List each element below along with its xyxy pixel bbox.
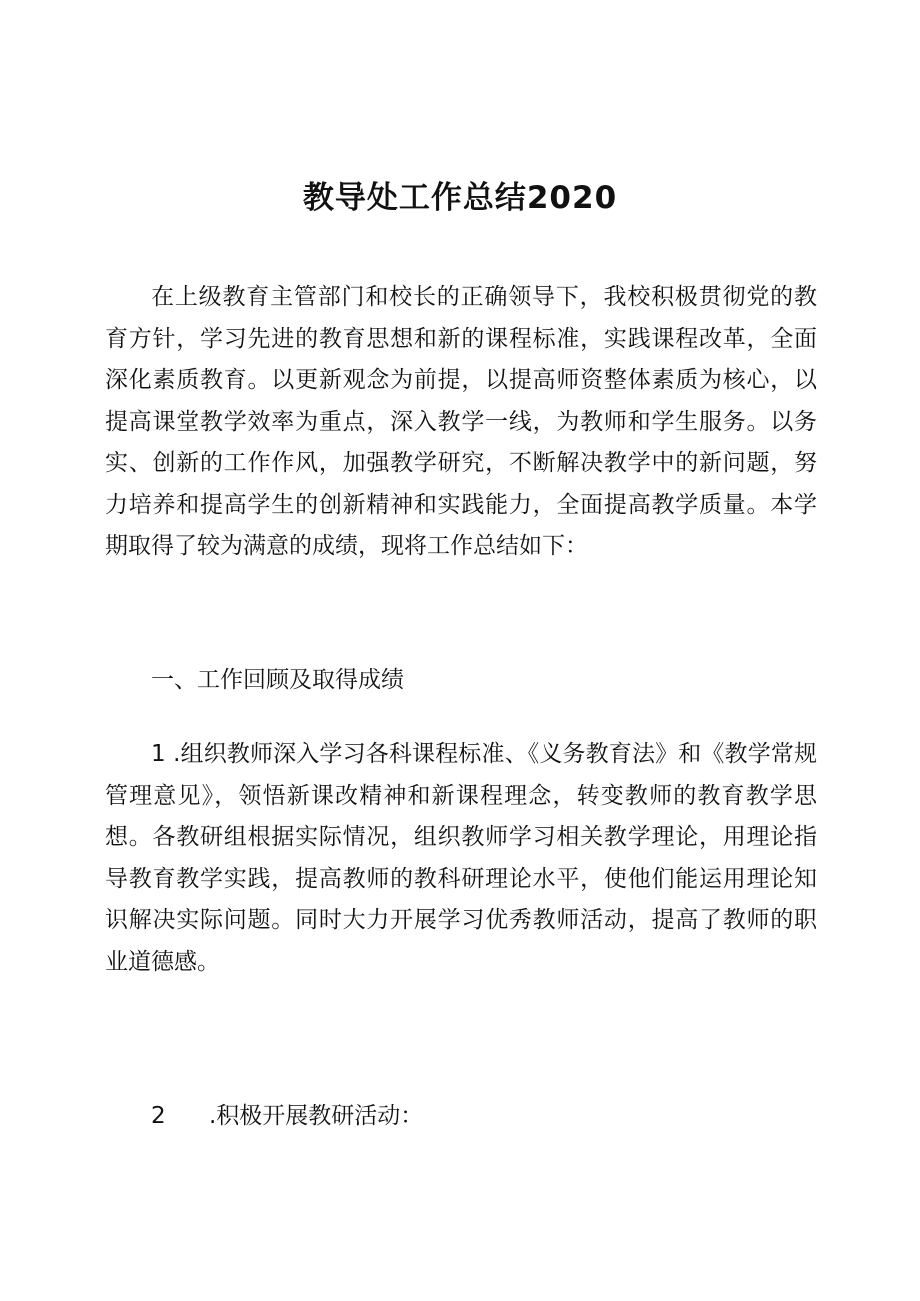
item-2-number: 2 xyxy=(151,1103,166,1129)
item-2-text: .积极开展教研活动： xyxy=(209,1103,424,1129)
item-1-paragraph: 1 .组织教师深入学习各科课程标准、《义务教育法》和《教学常规管理意见》，领悟新课改精神和新课程理念，转变教师的教育教学思想。各教研组根据实际情况，组织教师学习相关教学理论，用理论指导教育教学实践，提高教师的教科研理论水平，使他们能运用理论知识解决实际问题。同时大力开展学习优秀教师活动，提高了教师的职业道德感。 xyxy=(105,741,817,975)
intro-paragraph: 在上级教育主管部门和校长的正确领导下，我校积极贯彻党的教育方针，学习先进的教育思想和新的课程标准，实践课程改革，全面深化素质教育。以更新观念为前提，以提高师资整体素质为核心，以提高课堂教学效率为重点，深入教学一线，为教师和学生服务。以务实、创新的工作作风，加强教学研究，不断解决教学中的新问题，努力培养和提高学生的创新精神和实践能力，全面提高教学质量。本学期取得了较为满意的成绩，现将工作总结如下： xyxy=(105,284,817,559)
item-2-paragraph xyxy=(105,1096,817,1138)
document-title: 教导处工作总结2020 xyxy=(302,180,618,216)
section-heading: 一、工作回顾及取得成绩 xyxy=(151,667,404,693)
